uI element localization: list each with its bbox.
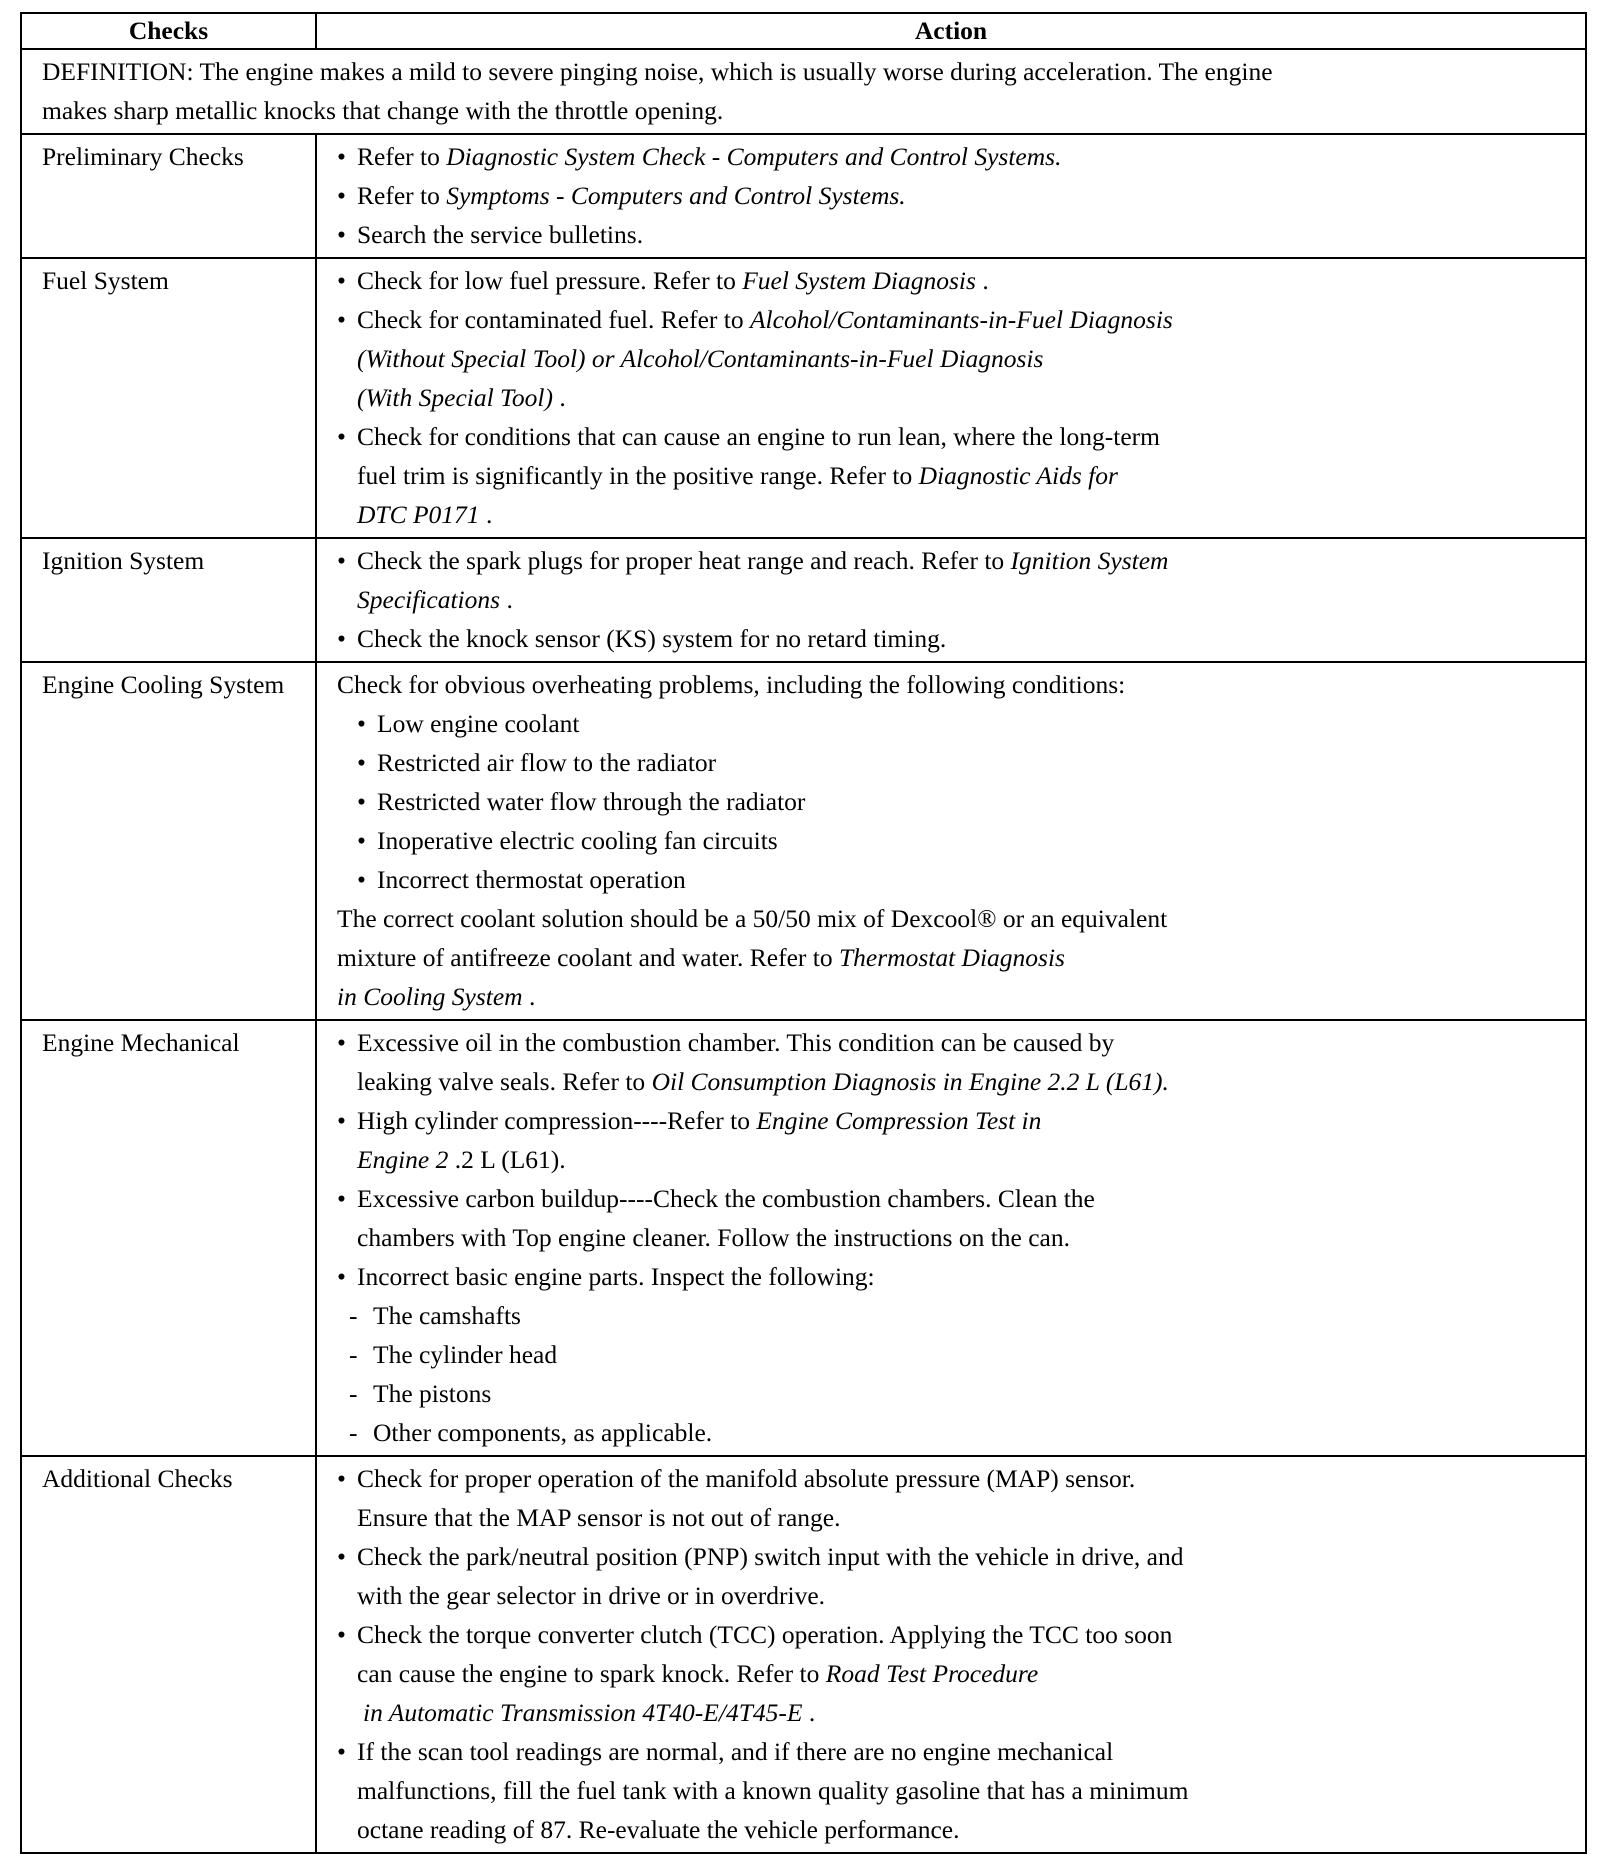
dash-item: - The cylinder head	[349, 1340, 558, 1369]
bullet-continuation: malfunctions, fill the fuel tank with a known quality gasoline that has a minimum	[357, 1776, 1189, 1805]
check-label: Engine Mechanical	[21, 1020, 316, 1456]
action-cell	[316, 1456, 1586, 1853]
table-row	[21, 662, 1586, 1020]
bullet-item: • Search the service bulletins.	[337, 220, 644, 249]
bullet-item: • Check the spark plugs for proper heat range and reach. Refer to Ignition System	[337, 546, 1169, 575]
checks-header: Checks	[21, 13, 316, 49]
bullet-item: • Low engine coolant	[357, 709, 580, 738]
bullet-item: • Refer to Symptoms - Computers and Control Systems.	[337, 181, 906, 210]
cooling-note: in Cooling System .	[337, 982, 536, 1011]
definition-row	[21, 49, 1586, 134]
definition-line: DEFINITION: The engine makes a mild to severe pinging noise, which is usually worse during acceleration. The engine	[42, 57, 1273, 86]
check-label: Additional Checks	[21, 1456, 316, 1853]
bullet-continuation: DTC P0171 .	[357, 500, 493, 529]
bullet-item: • Incorrect thermostat operation	[357, 865, 686, 894]
bullet-item: • Check for low fuel pressure. Refer to Fuel System Diagnosis .	[337, 266, 989, 295]
bullet-item: • Check the park/neutral position (PNP) switch input with the vehicle in drive, and	[337, 1542, 1184, 1571]
action-cell	[316, 1020, 1586, 1456]
bullet-continuation: (With Special Tool) .	[357, 383, 566, 412]
diagnostic-table	[20, 12, 1587, 1854]
bullet-item: • Restricted water flow through the radiator	[357, 787, 806, 816]
cooling-note: mixture of antifreeze coolant and water. Refer to Thermostat Diagnosis	[337, 943, 1065, 972]
bullet-item: • Check for contaminated fuel. Refer to Alcohol/Contaminants-in-Fuel Diagnosis	[337, 305, 1173, 334]
bullet-continuation: (Without Special Tool) or Alcohol/Contaminants-in-Fuel Diagnosis	[357, 344, 1044, 373]
bullet-item: • Inoperative electric cooling fan circuits	[357, 826, 778, 855]
cooling-intro: Check for obvious overheating problems, including the following conditions:	[337, 670, 1126, 699]
bullet-item: • Excessive oil in the combustion chamber. This condition can be caused by	[337, 1028, 1115, 1057]
bullet-continuation: Ensure that the MAP sensor is not out of range.	[357, 1503, 841, 1532]
bullet-item: • Incorrect basic engine parts. Inspect the following:	[337, 1262, 875, 1291]
bullet-continuation: with the gear selector in drive or in overdrive.	[357, 1581, 826, 1610]
bullet-continuation: can cause the engine to spark knock. Refer to Road Test Procedure	[357, 1659, 1039, 1688]
header-row	[21, 13, 1586, 49]
bullet-item: • If the scan tool readings are normal, and if there are no engine mechanical	[337, 1737, 1114, 1766]
check-label: Engine Cooling System	[21, 662, 316, 1020]
check-label: Fuel System	[21, 258, 316, 538]
table-row	[21, 1020, 1586, 1456]
bullet-continuation: Specifications .	[357, 585, 513, 614]
bullet-continuation: leaking valve seals. Refer to Oil Consumption Diagnosis in Engine 2.2 L (L61).	[357, 1067, 1169, 1096]
action-cell	[316, 134, 1586, 258]
table-row	[21, 538, 1586, 662]
bullet-continuation: chambers with Top engine cleaner. Follow the instructions on the can.	[357, 1223, 1070, 1252]
bullet-item: • Restricted air flow to the radiator	[357, 748, 717, 777]
check-label: Preliminary Checks	[21, 134, 316, 258]
action-cell	[316, 258, 1586, 538]
bullet-continuation: octane reading of 87. Re-evaluate the vehicle performance.	[357, 1815, 960, 1844]
table-row	[21, 134, 1586, 258]
bullet-continuation: Engine 2 .2 L (L61).	[357, 1145, 566, 1174]
table-row	[21, 258, 1586, 538]
definition-cell	[21, 49, 1586, 134]
action-cell	[316, 538, 1586, 662]
bullet-item: • Check for proper operation of the manifold absolute pressure (MAP) sensor.	[337, 1464, 1136, 1493]
action-cell	[316, 662, 1586, 1020]
dash-item: - The camshafts	[349, 1301, 521, 1330]
bullet-item: • Refer to Diagnostic System Check - Computers and Control Systems.	[337, 142, 1062, 171]
bullet-item: • Excessive carbon buildup----Check the combustion chambers. Clean the	[337, 1184, 1095, 1213]
bullet-item: • High cylinder compression----Refer to Engine Compression Test in	[337, 1106, 1042, 1135]
action-header: Action	[316, 13, 1586, 49]
bullet-item: • Check for conditions that can cause an engine to run lean, where the long-term	[337, 422, 1160, 451]
table-row	[21, 1456, 1586, 1853]
definition-line: makes sharp metallic knocks that change with the throttle opening.	[42, 96, 724, 125]
bullet-item: • Check the knock sensor (KS) system for no retard timing.	[337, 624, 947, 653]
bullet-item: • Check the torque converter clutch (TCC) operation. Applying the TCC too soon	[337, 1620, 1173, 1649]
bullet-continuation: fuel trim is significantly in the positive range. Refer to Diagnostic Aids for	[357, 461, 1118, 490]
dash-item: - The pistons	[349, 1379, 492, 1408]
dash-item: - Other components, as applicable.	[349, 1418, 713, 1447]
check-label: Ignition System	[21, 538, 316, 662]
bullet-continuation: in Automatic Transmission 4T40-E/4T45-E .	[363, 1698, 816, 1727]
cooling-note: The correct coolant solution should be a 50/50 mix of Dexcool® or an equivalent	[337, 904, 1168, 933]
